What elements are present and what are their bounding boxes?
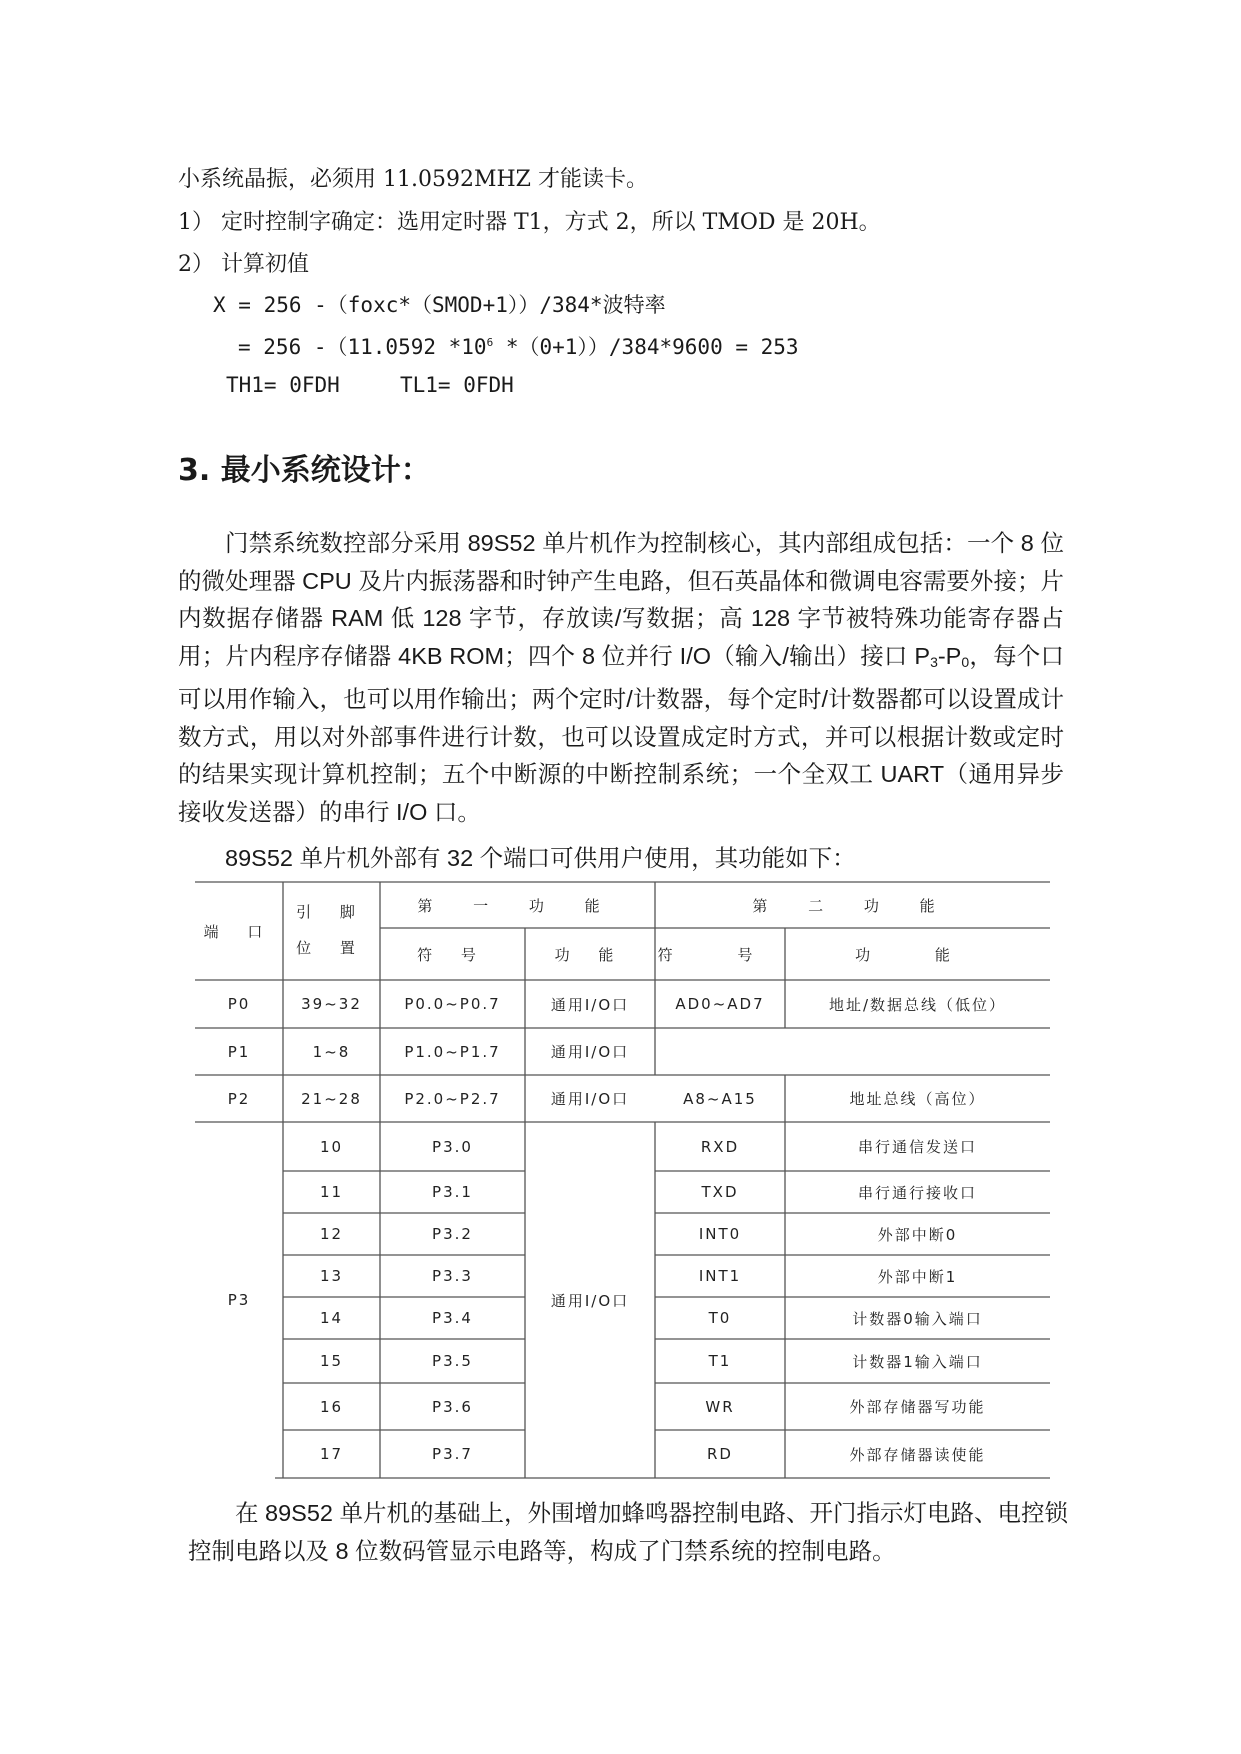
p3-row-function-2: 外部存储器写功能 (849, 1398, 986, 1416)
p3-row-symbol: P3.7 (432, 1445, 473, 1463)
row-p1-function: 通用I/O口 (550, 1043, 630, 1061)
row-p0-symbol: P0.0~P0.7 (404, 995, 501, 1013)
p3-row-function-2: 计数器0输入端口 (852, 1309, 983, 1328)
p3-row-function-2: 串行通信发送口 (857, 1138, 977, 1156)
step-2: 2） 计算初值 (178, 252, 309, 277)
p3-row-pins: 12 (319, 1225, 344, 1243)
row-p0-function-2: 地址/数据总线（低位） (828, 995, 1007, 1014)
p3-row-pins: 11 (319, 1183, 344, 1201)
row-p0-pins: 39~32 (301, 995, 362, 1013)
p3-row-symbol-2: TXD (701, 1183, 739, 1201)
row-p2-function: 通用I/O口 (550, 1090, 630, 1108)
p3-row-function-2: 外部中断1 (877, 1267, 958, 1286)
intro-line: 小系统晶振，必须用 11.0592MHZ 才能读卡。 (178, 167, 648, 192)
p3-row-function-2: 外部中断0 (877, 1225, 958, 1244)
paragraph-1-text-b: ，每个口可以用作输入，也可以用作输出；两个定时/计数器，每个定时/计数器都可以设置成计数方式，用以对外部事件进行计数，也可以设置成定时方式，并可以根据计数或定时的结果实现计算机控制；五个中断源的中断控制系统；一个全双工 UART（通用异步接收发送器）的串行 I/O 口。 (178, 642, 1064, 825)
row-p2-port: P2 (227, 1089, 251, 1108)
row-p0-symbol-2: AD0~AD7 (675, 995, 765, 1013)
header-second-function: 第 二 功 能 (752, 896, 953, 915)
formula-2-part-a: = 256 -（11.0592 *10 (238, 335, 487, 359)
p3-row-symbol: P3.6 (432, 1397, 473, 1416)
p3-row-symbol-2: INT0 (698, 1225, 742, 1243)
paragraph-1-text-a: 门禁系统数控部分采用 89S52 单片机作为控制核心，其内部组成包括：一个 8 位的微处理器 CPU 及片内振荡器和时钟产生电路，但石英晶体和微调电容需要外接；片内数据存储器 RAM 低 128 字节，存放读/写数据；高 128 字节被特殊功能寄存器占用；片内程序存储器 4KB ROM；四个 8 位并行 I/O（输入/输出）接口 P (178, 530, 1064, 669)
row-p1-pins: 1~8 (312, 1042, 351, 1061)
tl1-value: TL1= 0FDH (400, 373, 514, 397)
th1-value: TH1= 0FDH (226, 373, 340, 397)
formula-2 (238, 331, 799, 361)
p3-row-symbol: P3.5 (432, 1352, 473, 1370)
p3-row-symbol-2: RD (707, 1445, 733, 1463)
row-p3-port: P3 (227, 1291, 251, 1309)
row-p0-function: 通用I/O口 (550, 995, 630, 1014)
p3-row-symbol-2: T0 (708, 1309, 732, 1327)
row-p2-symbol-2: A8~A15 (683, 1089, 757, 1108)
p3-row-symbol: P3.3 (432, 1267, 473, 1285)
p3-row-function-2: 外部存储器读使能 (849, 1445, 986, 1464)
p3-row-pins: 10 (319, 1137, 344, 1156)
row-p0-port: P0 (227, 995, 251, 1013)
p3-row-symbol: P3.1 (432, 1183, 473, 1201)
p3-row-symbol-2: WR (705, 1397, 735, 1416)
row-p3-function: 通用I/O口 (550, 1291, 630, 1310)
paragraph-1-dash: -P (937, 642, 962, 669)
header-function-2: 功 能 (855, 945, 980, 964)
header-pin-line2: 位 置 (296, 938, 367, 957)
p3-row-function-2: 串行通行接收口 (857, 1183, 977, 1202)
port-function-table (195, 880, 1050, 1480)
header-function: 功 能 (554, 945, 626, 964)
p3-row-symbol-2: INT1 (698, 1267, 742, 1285)
paragraph-1-sub-0: 0 (961, 653, 970, 670)
formula-1: X = 256 -（foxc*（SMOD+1））/384*波特率 (213, 293, 666, 317)
section-title: 3. 最小系统设计： (178, 453, 431, 488)
row-p2-function-2: 地址总线（高位） (849, 1090, 986, 1108)
step-1: 1） 定时控制字确定：选用定时器 T1，方式 2，所以 TMOD 是 20H。 (178, 210, 881, 235)
p3-row-pins: 15 (319, 1352, 344, 1370)
paragraph-ports-intro: 89S52 单片机外部有 32 个端口可供用户使用，其功能如下： (225, 845, 856, 871)
p3-row-symbol: P3.0 (432, 1137, 473, 1156)
paragraph-mcu-description (178, 525, 1064, 831)
p3-row-pins: 17 (319, 1445, 344, 1463)
p3-row-function-2: 计数器1输入端口 (852, 1352, 983, 1371)
formula-2-exponent: 6 (486, 336, 494, 349)
header-symbol: 符 号 (417, 945, 488, 964)
paragraph-control-circuit: 在 89S52 单片机的基础上，外围增加蜂鸣器控制电路、开门指示灯电路、电控锁控制电路以及 8 位数码管显示电路等，构成了门禁系统的控制电路。 (188, 1500, 1069, 1564)
p3-row-pins: 14 (319, 1309, 344, 1327)
p3-row-symbol-2: RXD (700, 1137, 740, 1156)
p3-row-symbol: P3.4 (432, 1309, 473, 1327)
row-p1-symbol: P1.0~P1.7 (404, 1042, 501, 1061)
row-p2-symbol: P2.0~P2.7 (404, 1089, 501, 1108)
header-port: 端 口 (203, 922, 275, 941)
header-first-function: 第 一 功 能 (417, 896, 618, 915)
row-p1-port: P1 (227, 1042, 251, 1061)
p3-row-pins: 13 (319, 1267, 344, 1285)
paragraph-1-sub-3: 3 (930, 653, 938, 670)
formula-2-part-b: *（0+1））/384*9600 = 253 (493, 335, 799, 359)
row-p2-pins: 21~28 (301, 1089, 362, 1108)
p3-row-pins: 16 (319, 1397, 344, 1416)
p3-row-symbol-2: T1 (708, 1352, 732, 1370)
header-symbol-2: 符 号 (657, 945, 783, 964)
p3-row-symbol: P3.2 (432, 1225, 473, 1243)
header-pin-line1: 引 脚 (296, 902, 367, 921)
